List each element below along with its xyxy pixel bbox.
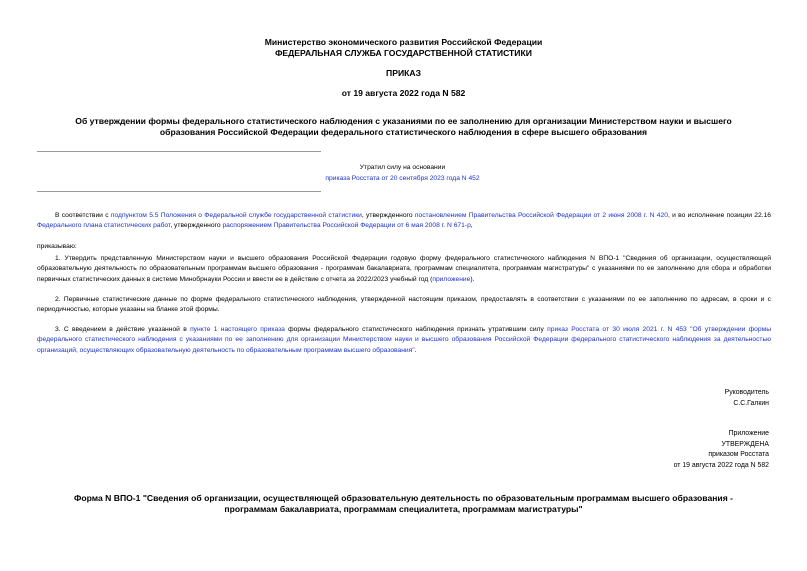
- appendix-line2: УТВЕРЖДЕНА: [721, 440, 769, 448]
- document-title-line2: образования Российской Федерации федерального статистического наблюдения в сфере высшего образования: [159, 127, 648, 137]
- link-statute-provision[interactable]: подпунктом 5.5 Положения о Федеральной службе государственной статистики: [110, 212, 362, 219]
- document-date-number: от 19 августа 2022 года N 582: [341, 88, 466, 98]
- preamble-text: , утвержденного: [361, 212, 415, 219]
- divider-bottom: [37, 191, 321, 192]
- divider-top: [37, 151, 321, 152]
- item3-text: формы федерального статистического наблюдения признать утратившим силу: [284, 326, 548, 333]
- status-note: [290, 163, 515, 184]
- link-federal-plan[interactable]: Федерального плана статистических работ: [37, 222, 171, 230]
- item1-text: 1. Утвердить представленную Министерством науки и высшего образования Российской Федерации годовую форму федерального статистического наблюдения N ВПО-1 "Сведения об организации, осуществляющей образовательную деятельность по образовательным программам высшего образования - программам бакалавриата, программам специалитета, программам магистратуры" с указаниями по ее заполнению для сбора и обработки первичных статистических данных в системе Минобрнауки России и ввести ее в действие с отчета за 2022/2023 учебный год (: [37, 255, 771, 283]
- order-item-3: [37, 325, 771, 356]
- preamble-text: ,: [470, 222, 473, 230]
- link-appendix[interactable]: приложение: [432, 275, 471, 283]
- order-word: приказываю:: [37, 243, 77, 250]
- link-government-order[interactable]: распоряжением Правительства Российской Федерации от 6 мая 2008 г. N 671-р: [222, 222, 471, 230]
- link-government-resolution[interactable]: постановлением Правительства Российской Федерации от 2 июня 2008 г. N 420: [414, 212, 668, 219]
- appendix-line3: приказом Росстата: [708, 451, 769, 458]
- item3-text: 3. С введением в действие указанной в: [55, 326, 191, 333]
- status-note-link[interactable]: приказа Росстата от 20 сентября 2023 года N 452: [325, 174, 480, 182]
- appendix-line4: от 19 августа 2022 года N 582: [673, 461, 769, 469]
- ministry-name: Министерство экономического развития Российской Федерации: [264, 37, 543, 47]
- document-title-line1: Об утверждении формы федерального статистического наблюдения с указаниями по ее заполнению для организации Министерством науки и высшего: [75, 116, 732, 126]
- status-note-text: Утратил силу на основании: [359, 164, 446, 171]
- order-item-2: 2. Первичные статистические данные по форме федерального статистического наблюдения, утвержденной настоящим приказом, предоставлять в соответствии с указаниями по ее заполнению по адресам, в сроки и с периодичностью, которые указаны на бланке этой формы.: [37, 296, 771, 314]
- form-title-line2: программам бакалавриата, программам специалитета, программам магистратуры": [224, 504, 583, 514]
- preamble-text: В соответствии с: [55, 212, 111, 219]
- preamble-text: , утвержденного: [170, 222, 223, 230]
- item1-end: ).: [470, 275, 475, 283]
- signature-name: С.С.Галкин: [733, 399, 769, 407]
- form-title-line1: Форма N ВПО-1 "Сведения об организации, осуществляющей образовательную деятельность по образовательным программам высшего образования -: [74, 493, 733, 503]
- signature-role: Руководитель: [724, 389, 769, 396]
- signature-block: [725, 388, 769, 409]
- order-item-1: [37, 254, 771, 285]
- appendix-approval: [674, 429, 769, 471]
- preamble-text: , и во исполнение позиции 22.16: [667, 212, 772, 219]
- document-type: ПРИКАЗ: [386, 68, 421, 78]
- item3-end: .: [414, 346, 417, 354]
- preamble-paragraph: [37, 211, 771, 232]
- link-repealed-order[interactable]: приказ Росстата от 30 июля 2021 г. N 453 "Об утверждении формы федерального статистического наблюдения с указаниями по ее заполнению для организации Министерством науки и высшего образования Российской Федерации федерального статистического наблюдения за деятельностью организаций, осуществляющих образовательную деятельность по образовательным программам высшего образования": [37, 326, 772, 354]
- link-item1[interactable]: пункте 1 настоящего приказа: [190, 326, 285, 333]
- service-name: ФЕДЕРАЛЬНАЯ СЛУЖБА ГОСУДАРСТВЕННОЙ СТАТИСТИКИ: [275, 48, 532, 58]
- appendix-line1: Приложение: [728, 430, 769, 437]
